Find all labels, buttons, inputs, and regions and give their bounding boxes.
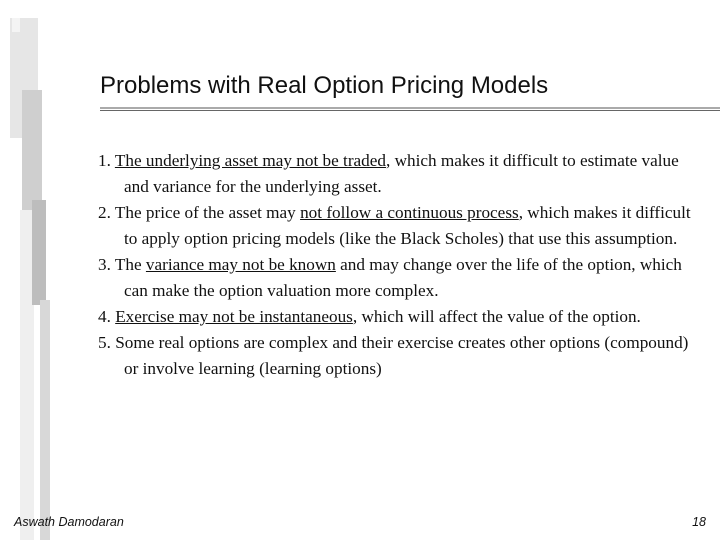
list-item — [98, 200, 698, 252]
item-text: The — [114, 255, 146, 274]
list-item — [98, 252, 698, 304]
item-text: and may change over the life of the option, which can make the option valuation more complex. — [124, 255, 682, 300]
decorative-bar — [40, 300, 50, 540]
item-number: 3. — [98, 255, 115, 274]
item-text: , which makes it difficult to apply option pricing models (like the Black Scholes) that use this assumption. — [124, 203, 691, 248]
item-text: , which makes it difficult to estimate value and variance for the underlying asset. — [124, 151, 679, 196]
item-underlined-text: not follow a continuous process — [300, 203, 519, 222]
list-item — [98, 304, 698, 330]
title-divider — [100, 110, 720, 111]
title-divider — [100, 107, 720, 109]
decorative-bar — [22, 90, 42, 210]
footer-author: Aswath Damodaran — [14, 515, 124, 529]
item-text: , which will affect the value of the option. — [352, 307, 641, 326]
decorative-bar — [12, 18, 20, 32]
item-underlined-text: variance may not be known — [145, 255, 336, 274]
item-number: 5. — [98, 333, 116, 352]
item-underlined-text: The underlying asset may not be traded — [114, 151, 386, 170]
list-item — [98, 148, 698, 200]
problem-list — [98, 148, 698, 382]
list-item — [98, 330, 698, 382]
decorative-bar — [32, 200, 46, 305]
item-number: 2. — [98, 203, 115, 222]
item-text: The price of the asset may — [114, 203, 301, 222]
item-number: 1. — [98, 151, 115, 170]
page-number: 18 — [692, 515, 706, 529]
item-number: 4. — [98, 307, 116, 326]
slide-title: Problems with Real Option Pricing Models — [100, 72, 549, 99]
item-underlined-text: Exercise may not be instantaneous — [115, 307, 353, 326]
item-text: Some real options are complex and their exercise creates other options (compound) or involve learning (learning options) — [115, 333, 689, 378]
